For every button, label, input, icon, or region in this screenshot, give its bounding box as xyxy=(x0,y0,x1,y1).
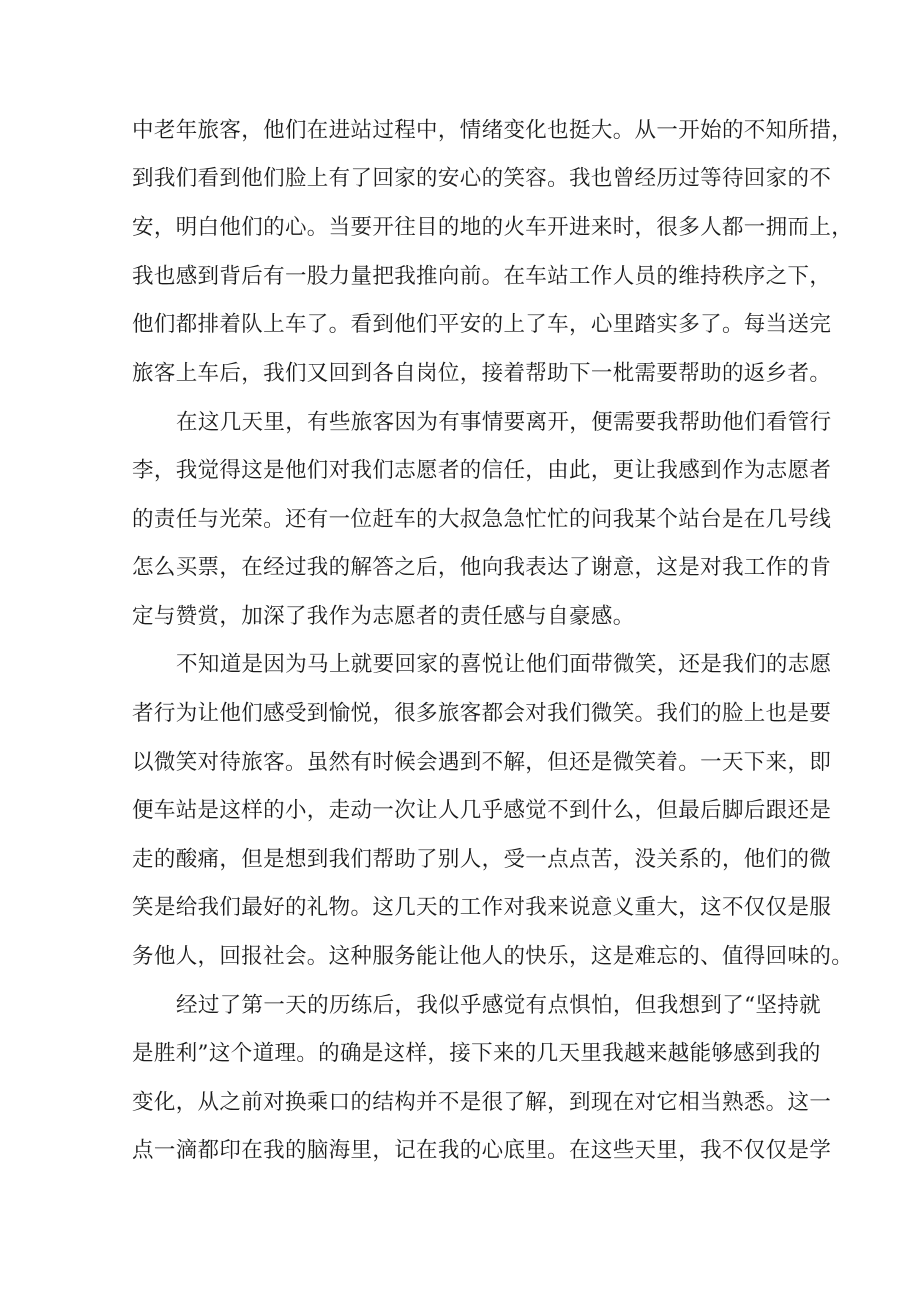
text-line: 怎么买票，在经过我的解答之后，他向我表达了谢意，这是对我工作的肯 xyxy=(132,555,832,580)
text-line: 便车站是这样的小，走动一次让人几乎感觉不到什么，但最后脚后跟还是 xyxy=(132,798,832,823)
text-line: 旅客上车后，我们又回到各自岗位，接着帮助下一枇需要帮助的返乡者。 xyxy=(132,361,832,386)
text-line: 中老年旅客，他们在进站过程中，情绪变化也挺大。从一开始的不知所措， xyxy=(132,118,854,143)
text-line: 他们都排着队上车了。看到他们平安的上了车，心里踏实多了。每当送完 xyxy=(132,312,832,337)
text-line: 者行为让他们感受到愉悦，很多旅客都会对我们微笑。我们的脸上也是要 xyxy=(132,701,832,726)
text-line: 李，我觉得这是他们对我们志愿者的信任，由此，更让我感到作为志愿者 xyxy=(132,458,832,483)
text-line: 是胜利”这个道理。的确是这样，接下来的几天里我越来越能够感到我的 xyxy=(132,1041,821,1066)
text-line: 经过了第一天的历练后，我似乎感觉有点惧怕，但我想到了“坚持就 xyxy=(176,993,821,1018)
text-line: 务他人，回报社会。这种服务能让他人的快乐，这是难忘的、值得回味的。 xyxy=(132,944,854,969)
text-line: 在这几天里，有些旅客因为有事情要离开，便需要我帮助他们看管行 xyxy=(176,410,832,435)
text-line: 笑是给我们最好的礼物。这几天的工作对我来说意义重大，这不仅仅是服 xyxy=(132,895,832,920)
text-line: 安，明白他们的心。当要开往目的地的火车开进来时，很多人都一拥而上， xyxy=(132,215,854,240)
text-line: 我也感到背后有一股力量把我推向前。在车站工作人员的维持秩序之下， xyxy=(132,264,832,289)
text-line: 定与赞赏，加深了我作为志愿者的责任感与自豪感。 xyxy=(132,604,635,629)
text-line: 到我们看到他们脸上有了回家的安心的笑容。我也曾经历过等待回家的不 xyxy=(132,166,832,191)
text-line: 走的酸痛，但是想到我们帮助了别人，受一点点苦，没关系的，他们的微 xyxy=(132,847,832,872)
text-line: 不知道是因为马上就要回家的喜悦让他们面带微笑，还是我们的志愿 xyxy=(176,652,832,677)
text-line: 点一滴都印在我的脑海里，记在我的心底里。在这些天里，我不仅仅是学 xyxy=(132,1138,832,1163)
text-line: 的责任与光荣。还有一位赶车的大叔急急忙忙的问我某个站台是在几号线 xyxy=(132,507,832,532)
text-line: 变化，从之前对换乘口的结构并不是很了解，到现在对它相当熟悉。这一 xyxy=(132,1090,832,1115)
text-line: 以微笑对待旅客。虽然有时候会遇到不解，但还是微笑着。一天下来，即 xyxy=(132,750,832,775)
